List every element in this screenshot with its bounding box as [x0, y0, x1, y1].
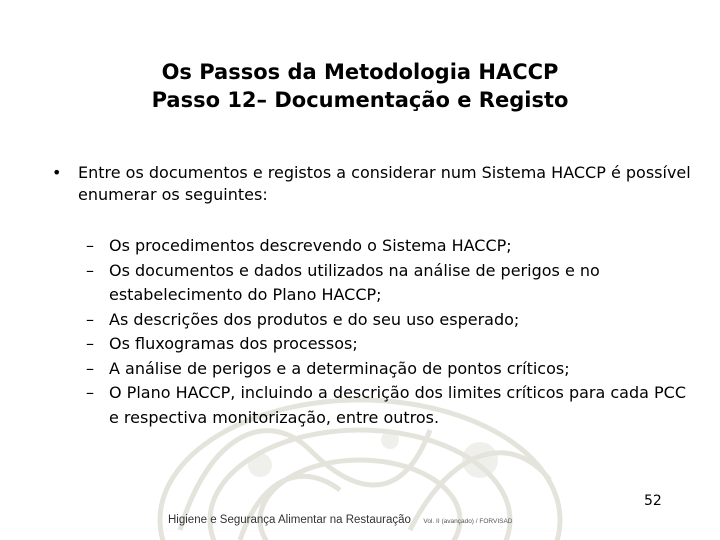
list-item-text: Os documentos e dados utilizados na análise de perigos e no estabelecimento do Plano HACCP;	[109, 260, 600, 304]
intro-paragraph	[52, 162, 712, 206]
page-number: 52	[644, 493, 662, 509]
slide-title-line-1: Os Passos da Metodologia HACCP	[161, 60, 559, 84]
list-item-text: O Plano HACCP, incluindo a descrição dos limites críticos para cada PCC e respectiva monitorização, entre outros.	[109, 383, 687, 427]
list-item	[86, 381, 696, 430]
list-item-text: As descrições dos produtos e do seu uso esperado;	[109, 309, 520, 329]
list-item	[86, 259, 696, 308]
footer-title: Higiene e Segurança Alimentar na Restauração	[168, 514, 411, 526]
dash-marker: –	[86, 334, 94, 353]
footer	[168, 510, 513, 528]
footer-subtitle: Vol. II (avançado) / FORVISAD	[423, 518, 513, 525]
dash-marker: –	[86, 260, 94, 280]
slide-title-line-2: Passo 12– Documentação e Registo	[151, 88, 569, 112]
list-item	[86, 332, 696, 357]
intro-text: Entre os documentos e registos a considerar num Sistema HACCP é possível enumerar os seguintes:	[78, 163, 691, 204]
list-item	[86, 308, 696, 333]
list-item-text: Os procedimentos descrevendo o Sistema HACCP;	[109, 236, 512, 255]
slide-title	[0, 58, 720, 114]
dash-marker: –	[86, 358, 94, 378]
list-item-text: Os fluxogramas dos processos;	[109, 334, 358, 353]
list-item	[86, 357, 696, 382]
dash-marker: –	[86, 383, 94, 402]
bullet-marker: •	[52, 163, 62, 182]
document-list	[86, 234, 696, 430]
dash-marker: –	[86, 309, 94, 329]
list-item-text: A análise de perigos e a determinação de pontos críticos;	[109, 358, 570, 378]
list-item	[86, 234, 696, 259]
dash-marker: –	[86, 236, 94, 255]
